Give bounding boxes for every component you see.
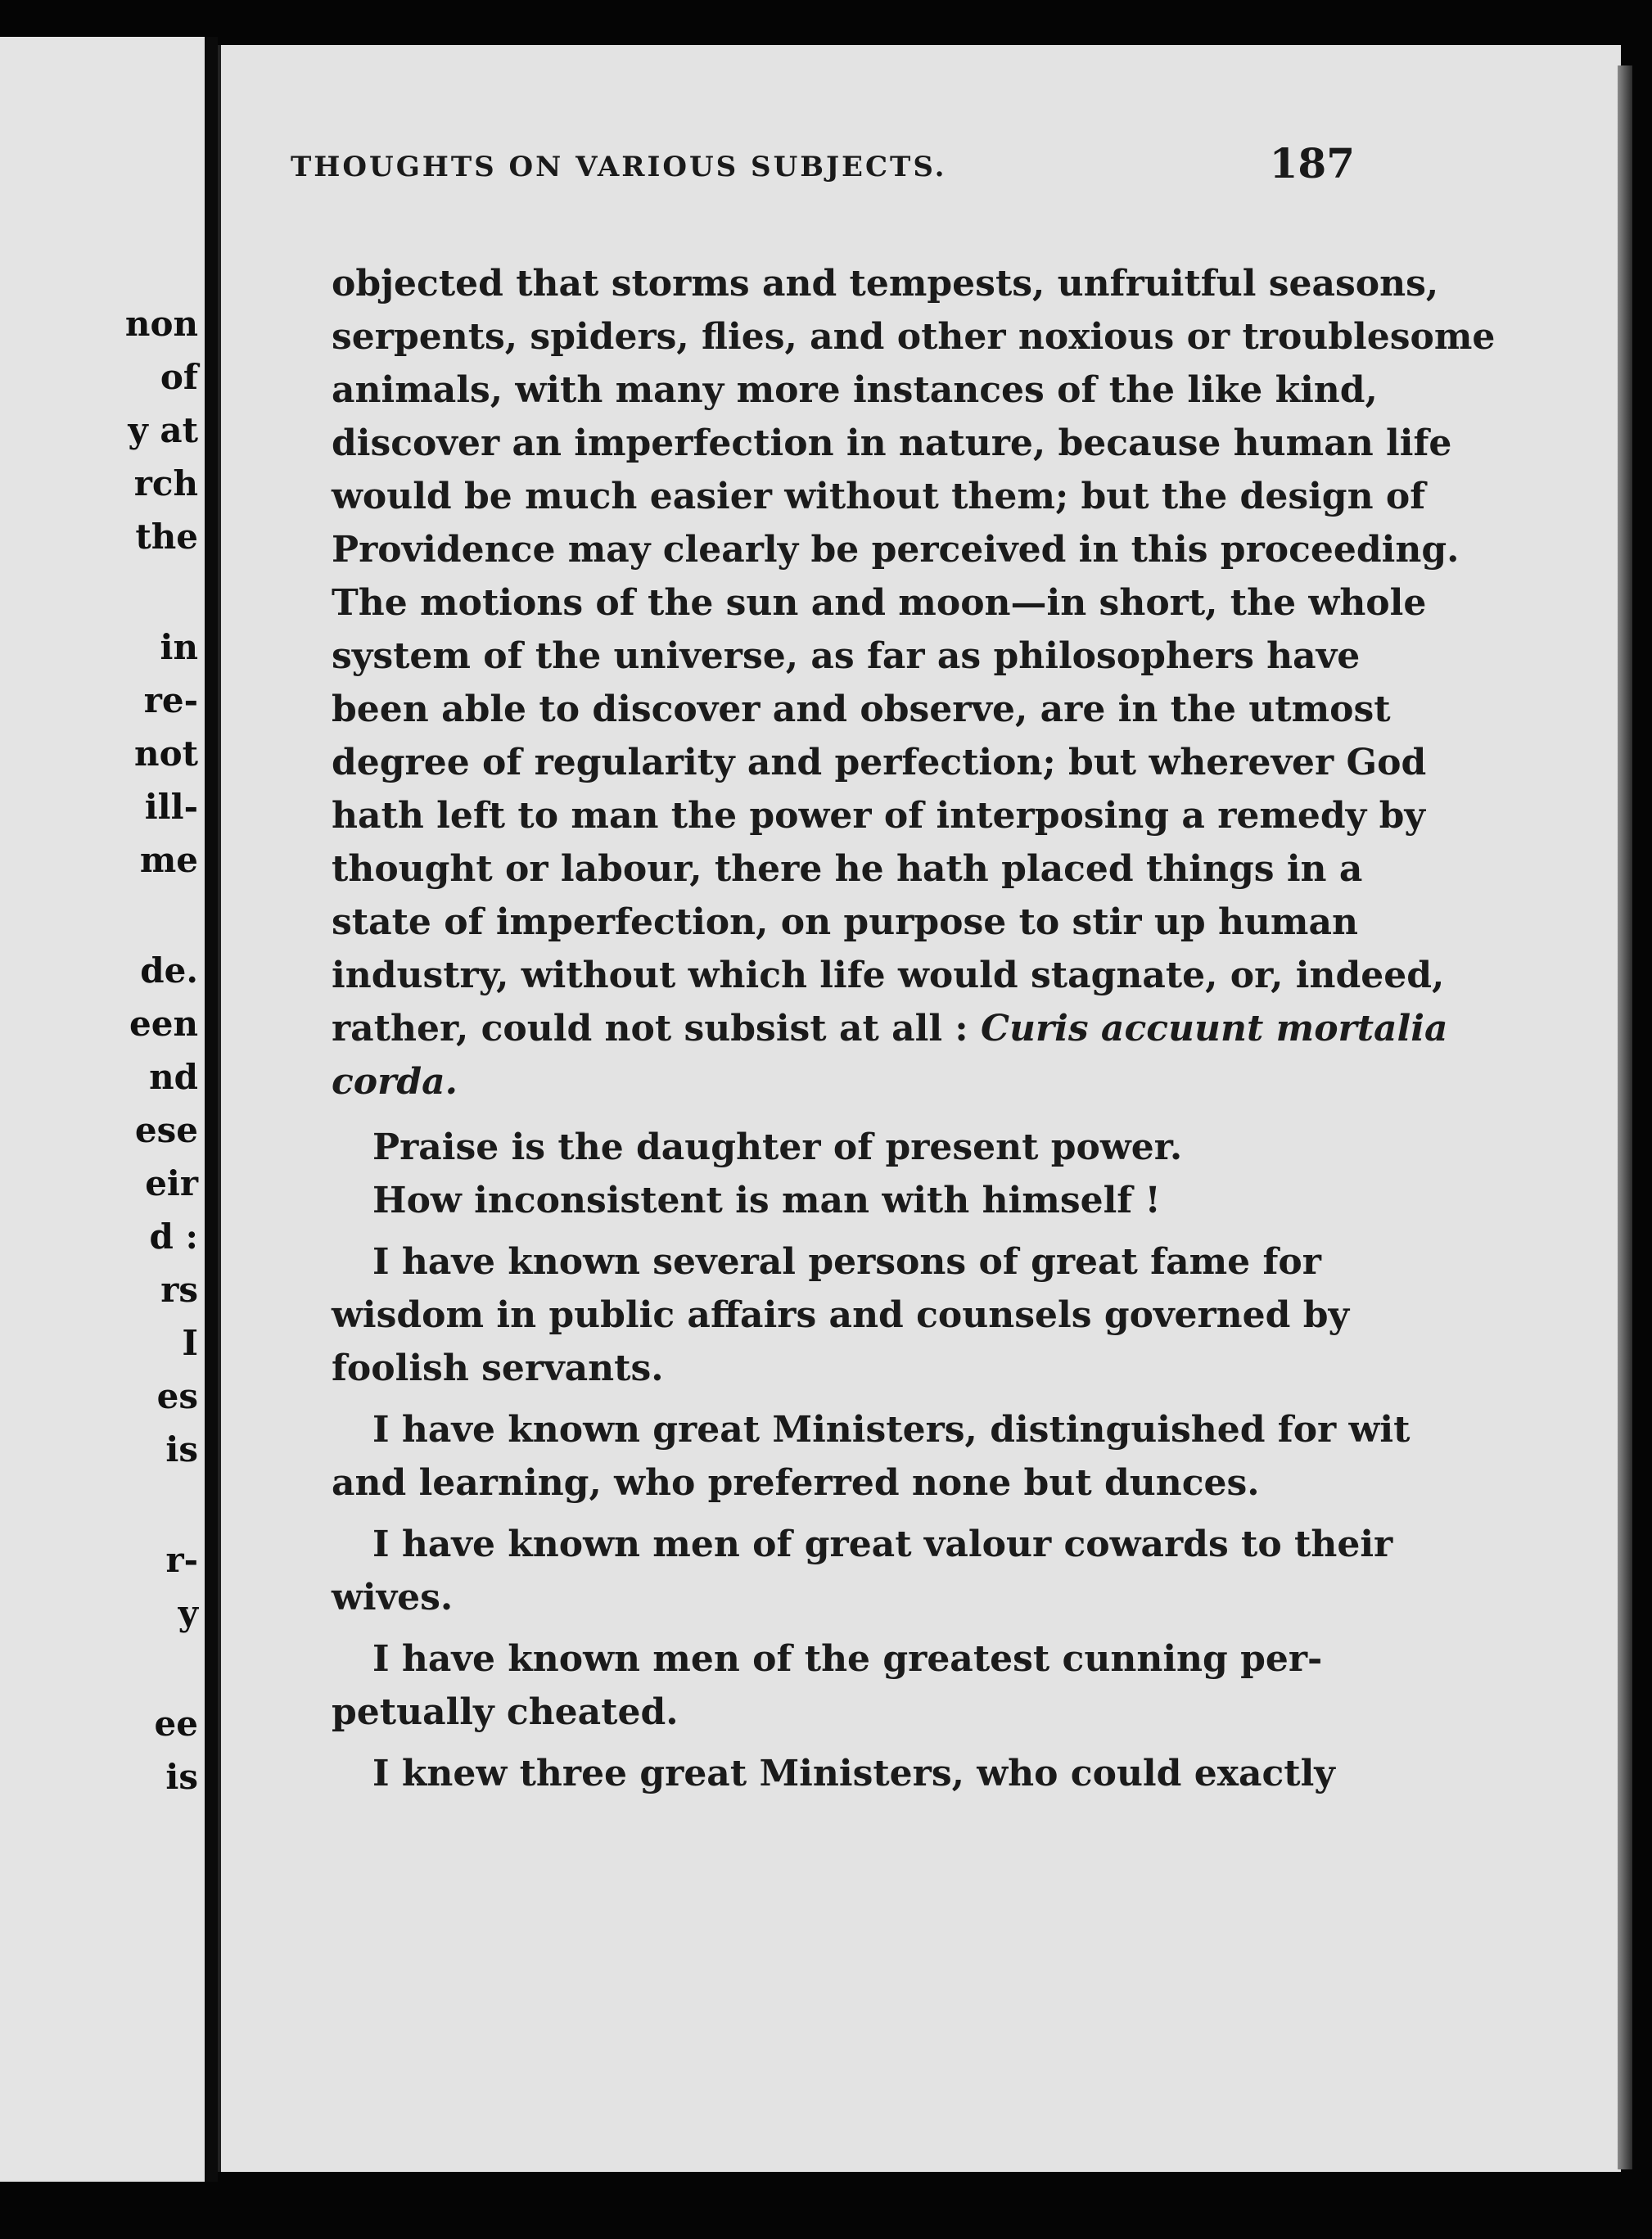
left-fragment: rs (160, 1270, 198, 1310)
book-spine (205, 37, 218, 2182)
running-head (291, 139, 1355, 205)
maxim-inconsistent: How inconsistent is man with himself ! (372, 1180, 1161, 1221)
left-fragment: ese (134, 1110, 198, 1150)
left-facing-page (0, 37, 207, 2182)
latin-lead: rather, could not subsist at all : (332, 1008, 968, 1050)
left-fragment: rch (133, 463, 198, 503)
text-line: animals, with many more instances of the like kind, (332, 369, 1378, 411)
left-fragment: is (165, 1429, 198, 1469)
left-fragment: nd (149, 1057, 198, 1097)
left-fragment: of (160, 357, 198, 397)
text-line: foolish servants. (332, 1347, 664, 1389)
text-line: petually cheated. (332, 1691, 679, 1733)
page-number: 187 (1269, 139, 1355, 187)
running-head-title: THOUGHTS ON VARIOUS SUBJECTS. (291, 151, 947, 183)
text-line: degree of regularity and perfection; but wherever God (332, 742, 1427, 783)
text-line: industry, without which life would stagnate, or, indeed, (332, 955, 1445, 996)
left-fragment: eir (145, 1163, 198, 1203)
latin-quote-end: corda. (332, 1061, 458, 1103)
text-line: would be much easier without them; but the design of (332, 476, 1426, 517)
text-line: hath left to man the power of interposing a remedy by (332, 795, 1425, 837)
text-line: state of imperfection, on purpose to stir up human (332, 901, 1358, 943)
text-line: serpents, spiders, flies, and other noxious or troublesome (332, 316, 1496, 358)
left-fragment: re- (143, 680, 198, 720)
left-fragment: non (124, 304, 198, 344)
text-line: I knew three great Ministers, who could exactly (372, 1753, 1335, 1794)
page-edge (1618, 65, 1632, 2169)
left-fragment: een (129, 1004, 198, 1044)
left-fragment: in (160, 627, 198, 667)
text-line: I have known men of the greatest cunning per- (372, 1638, 1323, 1680)
left-fragment: es (156, 1376, 198, 1416)
text-line: and learning, who preferred none but dunces. (332, 1462, 1260, 1504)
text-line: thought or labour, there he hath placed things in a (332, 848, 1363, 890)
latin-quote-line (332, 1008, 1448, 1050)
text-line: wisdom in public affairs and counsels governed by (332, 1294, 1350, 1336)
text-line: wives. (332, 1577, 454, 1618)
left-fragment: y at (128, 410, 198, 450)
text-line: discover an imperfection in nature, because human life (332, 422, 1452, 464)
text-line: I have known great Ministers, distinguished for wit (372, 1409, 1411, 1451)
left-fragment: I (182, 1323, 198, 1363)
text-line: Providence may clearly be perceived in this proceeding. (332, 529, 1460, 571)
left-fragment: r- (165, 1540, 198, 1580)
text-line: I have known men of great valour cowards to their (372, 1524, 1393, 1565)
left-fragment: d : (149, 1217, 198, 1257)
text-line: objected that storms and tempests, unfruitful seasons, (332, 263, 1439, 305)
left-fragment: not (134, 734, 198, 774)
left-fragment: ill- (144, 787, 198, 827)
left-fragment: y (178, 1593, 198, 1633)
latin-quote: Curis accuunt mortalia (980, 1008, 1448, 1050)
right-page (218, 45, 1621, 2172)
text-line: The motions of the sun and moon—in short, the whole (332, 582, 1427, 624)
left-fragment: ee (154, 1704, 198, 1744)
left-fragment: de. (140, 950, 198, 991)
left-fragment: the (135, 517, 198, 557)
maxim-praise: Praise is the daughter of present power. (372, 1126, 1183, 1168)
left-fragment: me (139, 840, 198, 880)
text-line: I have known several persons of great fame for (372, 1241, 1321, 1283)
text-line: system of the universe, as far as philosophers have (332, 635, 1361, 677)
text-line: been able to discover and observe, are in the utmost (332, 688, 1391, 730)
left-fragment: is (165, 1757, 198, 1797)
